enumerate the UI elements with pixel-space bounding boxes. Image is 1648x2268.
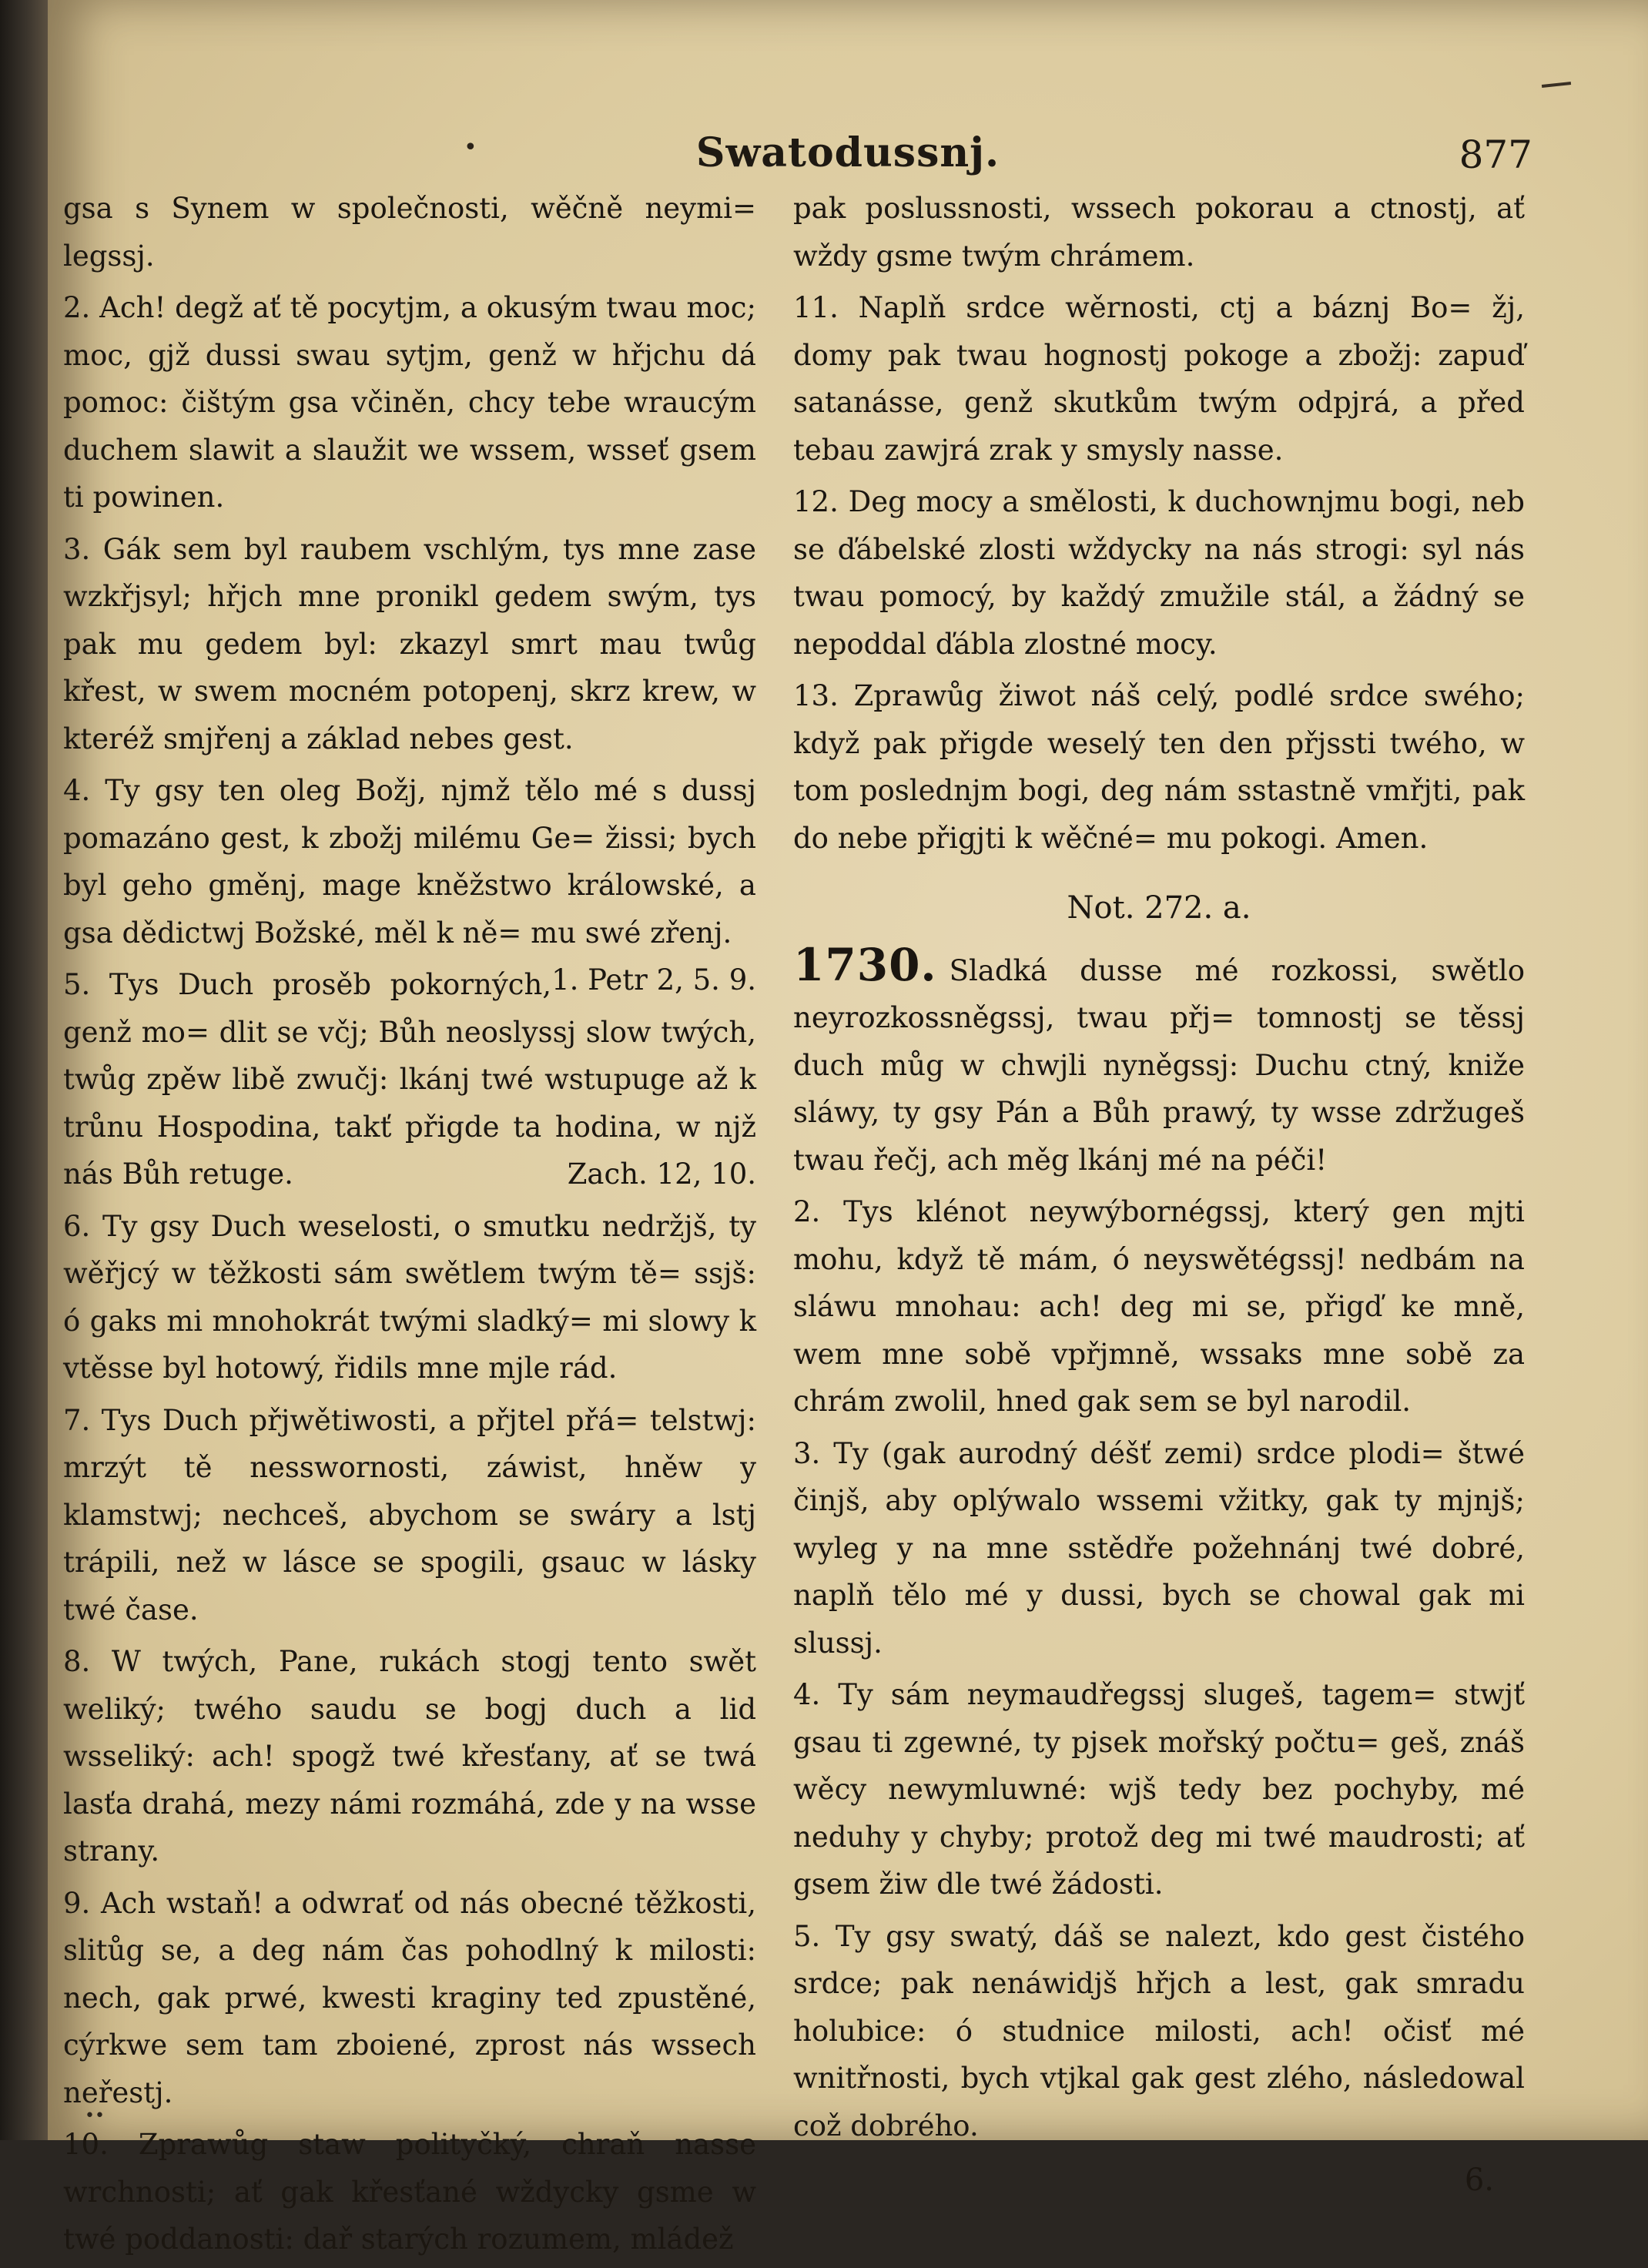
ink-mark (1542, 82, 1571, 88)
book-spine-shadow (0, 0, 48, 2140)
paragraph: 6. Ty gsy Duch weselosti, o smutku nedržjš, ty wěřjcý w těžkosti sám swětlem twým tě= ssjš: ó gaks mi mnohokrát twými sladký= mi slowy k vtěsse byl hotowý, řidils mne mjle rád. (63, 1209, 756, 1385)
paragraph: 7. Tys Duch přjwětiwosti, a přjtel přá= telstwj: mrzýt tě nesswornosti, záwist, hněw y klamstwj; nechceš, abychom se swáry a lstj trápili, než w lásce se spogili, gsauc w lásky twé čase. (63, 1403, 756, 1626)
paragraph: 4. Ty sám neymaudřegssj slugeš, tagem= stwjť gsau ti zgewné, ty pjsek mořský počtu= geš, znáš wěcy newymluwné: wjš tedy bez pochyby, mé neduhy y chyby; protož deg mi twé maudrosti; ať gsem žiw dle twé žádosti. (793, 1678, 1525, 1901)
hymn-first-stanza (793, 938, 1525, 1184)
scripture-reference: 1. Petr 2, 5. 9. (551, 963, 756, 997)
catchword: 6. (1464, 2162, 1494, 2198)
page-dots: •• (85, 2106, 105, 2126)
running-title: Swatodussnj. (695, 129, 1000, 176)
paragraph: gsa s Synem w společnosti, wěčně neymi= legssj. (63, 192, 756, 273)
scripture-reference: Zach. 12, 10. (567, 1157, 756, 1191)
paragraph: 9. Ach wstaň! a odwrať od nás obecné těžkosti, slitůg se, a deg nám čas pohodlný k milosti: nech, gak prwé, kwesti kraginy ted zpustěné, cýrkwe sem tam zboiené, zprost nás wssech neřestj. (63, 1886, 756, 2109)
paragraph-text: 5. Tys Duch prosěb pokorných, genž mo= dlit se včj; Bůh neoslyssj slow twých, twůg zpěw libě zwučj: lkánj twé wstupuge až k trůnu Hospodina, takť přigde ta hodina, w njž nás Bůh retuge. (63, 968, 756, 1191)
hymn-note-label: Not. 272. a. (1067, 890, 1251, 926)
paragraph: 3. Gák sem byl raubem vschlým, tys mne zase wzkřjsyl; hřjch mne pronikl gedem swým, tys pak mu gedem byl: zkazyl smrt mau twůg křest, w swem mocném potopenj, skrz krew, w kteréž smjřenj a základ nebes gest. (63, 532, 756, 755)
left-column (63, 185, 756, 2268)
paragraph: 2. Ach! degž ať tě pocytjm, a okusým twau moc; moc, gjž dussi swau sytjm, genž w hřjchu dá pomoc: čištým gsa včiněn, chcy tebe wraucým duchem slawit a slaužit we wssem, wsseť gsem ti powinen. (63, 291, 756, 514)
header-bullet: • (464, 134, 477, 161)
paragraph: 10. Zprawůg staw polityčký, chraň nasse wrchnosti; ať gak křesťané wždycky gsme w twé poddanosti: dař starých rozumem, mládež (63, 2128, 756, 2256)
paragraph: 11. Naplň srdce wěrnosti, ctj a báznj Bo= žj, domy pak twau hognostj pokoge a zbožj: zapuď satanásse, genž skutkům twým odpjrá, a před tebau zawjrá zrak y smysly nasse. (793, 291, 1525, 467)
paragraph-text: 4. Ty gsy ten oleg Božj, njmž tělo mé s dussj pomazáno gest, k zbožj milému Ge= žissi; bych byl geho gměnj, mage kněžstwo králowské, a gsa dědictwj Božské, měl k ně= mu swé zřenj. (63, 774, 756, 950)
paragraph-text: Sladká dusse mé rozkossi, swětlo neyrozkossněgssj, twau přj= tomnostj se těssj duch můg w chwjli nyněgssj: Duchu ctný, kniže sláwy, ty gsy Pán a Bůh prawý, ty wsse zdržugeš twau řečj, ach měg lkánj mé na péči! (793, 953, 1525, 1177)
hymn-year: 1730. (793, 938, 937, 991)
right-column (793, 185, 1525, 2205)
paragraph: pak poslussnosti, wssech pokorau a ctnostj, ať wždy gsme twým chrámem. (793, 192, 1525, 273)
page-header (48, 129, 1648, 183)
paragraph: 13. Zprawůg žiwot náš celý, podlé srdce swého; když pak přigde weselý ten den přjssti twého, w tom poslednjm bogi, deg nám sstastně vmřjti, pak do nebe přigjti k wěčné= mu pokogi. Amen. (793, 679, 1525, 855)
page-number: 877 (1459, 132, 1532, 177)
paragraph: 8. W twých, Pane, rukách stogj tento swět weliký; twého saudu se bogj duch a lid wsseliký: ach! spogž twé křesťany, ať se twá lasťa drahá, mezy námi rozmáhá, zde y na wsse strany. (63, 1645, 756, 1868)
paragraph: 5. Ty gsy swatý, dáš se nalezt, kdo gest čistého srdce; pak nenáwidjš hřjch a lest, gak smradu holubice: ó studnice milosti, ach! očisť mé wnitřnosti, bych vtjkal gak gest zlého, následowal což dobrého. (793, 1919, 1525, 2142)
paragraph: 3. Ty (gak aurodný déšť zemi) srdce plodi= štwé činjš, aby oplýwalo wssemi vžitky, gak ty mjnjš; wyleg y na mne sstědře požehnánj twé dobré, naplň tělo mé y dussi, bych se chowal gak mi slussj. (793, 1436, 1525, 1660)
book-page (48, 0, 1648, 2256)
paragraph: 2. Tys klénot neywýbornégssj, který gen mjti mohu, když tě mám, ó neyswětégssj! nedbám na sláwu mnohau: ach! deg mi se, přigď ke mně, wem mne sobě vpřjmně, wssaks mne sobě za chrám zwolil, hned gak sem se byl narodil. (793, 1195, 1525, 1418)
paragraph: 12. Deg mocy a smělosti, k duchownjmu bogi, neb se ďábelské zlosti wždycky na nás strogi: syl nás twau pomocý, by každý zmužile stál, a žádný se nepoddal ďábla zlostné mocy. (793, 485, 1525, 661)
paragraph (63, 767, 756, 997)
